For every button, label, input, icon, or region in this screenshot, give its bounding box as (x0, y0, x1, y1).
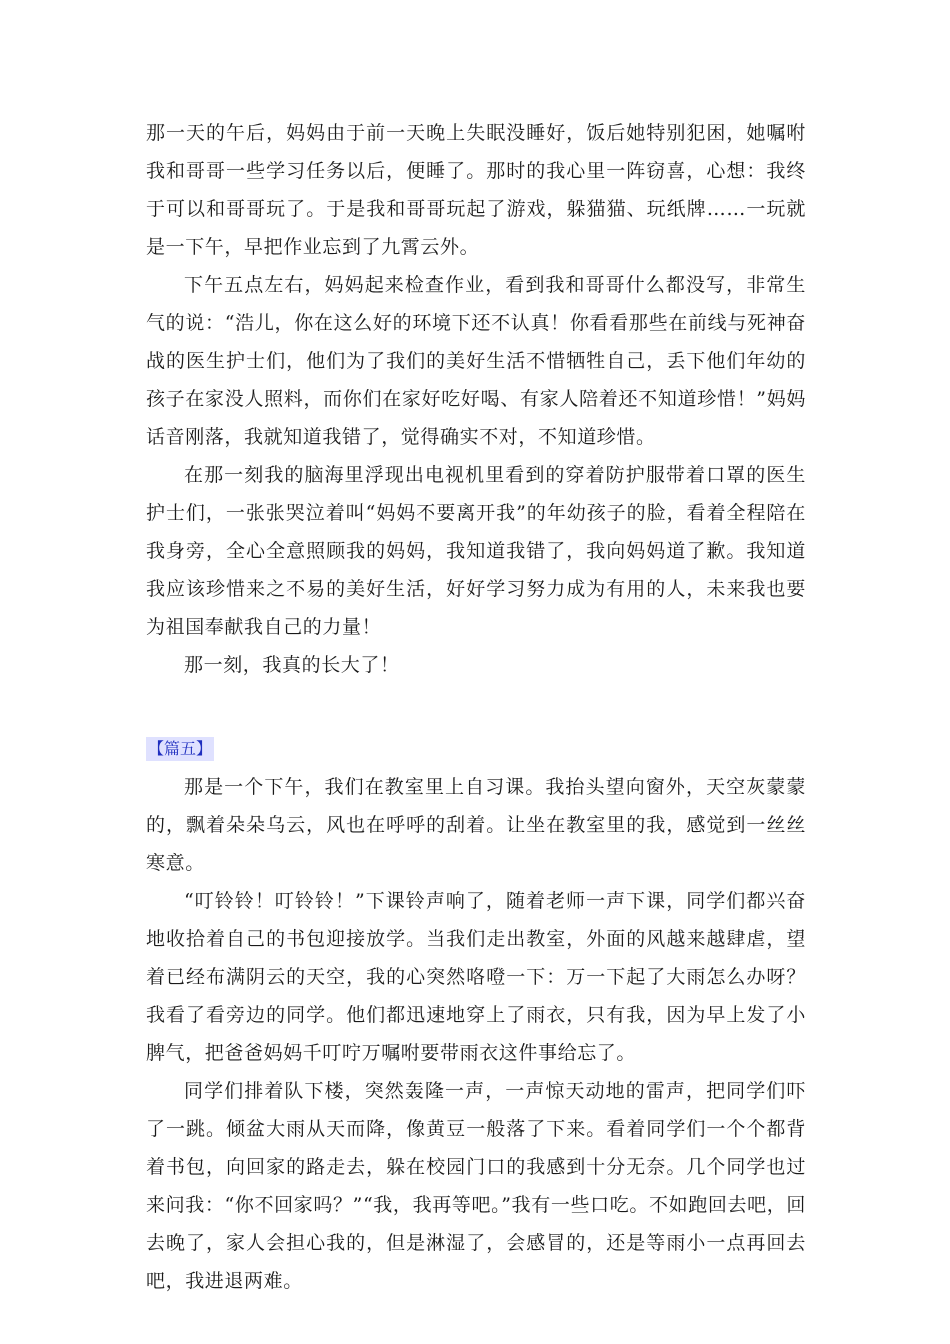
paragraph-bell-rings: “叮铃铃！叮铃铃！”下课铃声响了，随着老师一声下课，同学们都兴奋地收拾着自己的书包迎接放学。当我们走出教室，外面的风越来越肆虐，望着已经布满阴云的天空，我的心突然咯噔一下：万一下起了大雨怎么办呀？我看了看旁边的同学。他们都迅速地穿上了雨衣，只有我，因为早上发了小脾气，把爸爸妈妈千叮咛万嘱咐要带雨衣这件事给忘了。 (146, 890, 806, 1064)
paragraph-realization: 在那一刻我的脑海里浮现出电视机里看到的穿着防护服带着口罩的医生护士们，一张张哭泣着叫“妈妈不要离开我”的年幼孩子的脸，看着全程陪在我身旁，全心全意照顾我的妈妈，我知道我错了，我向妈妈道了歉。我知道我应该珍惜来之不易的美好生活，好好学习努力成为有用的人，未来我也要为祖国奉献我自己的力量！ (146, 464, 806, 638)
section-heading: 【篇五】 (146, 737, 214, 761)
section-heading-row (146, 729, 806, 768)
section-spacer (146, 684, 806, 729)
paragraph-mother-checks-homework: 下午五点左右，妈妈起来检查作业，看到我和哥哥什么都没写，非常生气的说：“浩儿，你在这么好的环境下还不认真！你看看那些在前线与死神奋战的医生护士们，他们为了我们的美好生活不惜牺牲自己，丢下他们年幼的孩子在家没人照料，而你们在家好吃好喝、有家人陪着还不知道珍惜！”妈妈话音刚落，我就知道我错了，觉得确实不对，不知道珍惜。 (146, 274, 806, 448)
paragraph-afternoon-nap: 那一天的午后，妈妈由于前一天晚上失眠没睡好，饭后她特别犯困，她嘱咐我和哥哥一些学习任务以后，便睡了。那时的我心里一阵窃喜，心想：我终于可以和哥哥玩了。于是我和哥哥玩起了游戏，躲猫猫、玩纸牌……一玩就是一下午，早把作业忘到了九霄云外。 (146, 122, 806, 258)
paragraph-rainstorm: 同学们排着队下楼，突然轰隆一声，一声惊天动地的雷声，把同学们吓了一跳。倾盆大雨从天而降，像黄豆一般落了下来。看着同学们一个个都背着书包，向回家的路走去，躲在校园门口的我感到十分无奈。几个同学也过来问我：“你不回家吗？”“我，我再等吧。”我有一些口吃。不如跑回去吧，回去晚了，家人会担心我的，但是淋湿了，会感冒的，还是等雨小一点再回去吧，我进退两难。 (146, 1080, 806, 1292)
paragraph-self-study: 那是一个下午，我们在教室里上自习课。我抬头望向窗外，天空灰蒙蒙的，飘着朵朵乌云，风也在呼呼的刮着。让坐在教室里的我，感觉到一丝丝寒意。 (146, 776, 806, 874)
document-body (146, 114, 806, 1300)
paragraph-grew-up: 那一刻，我真的长大了！ (184, 654, 400, 676)
